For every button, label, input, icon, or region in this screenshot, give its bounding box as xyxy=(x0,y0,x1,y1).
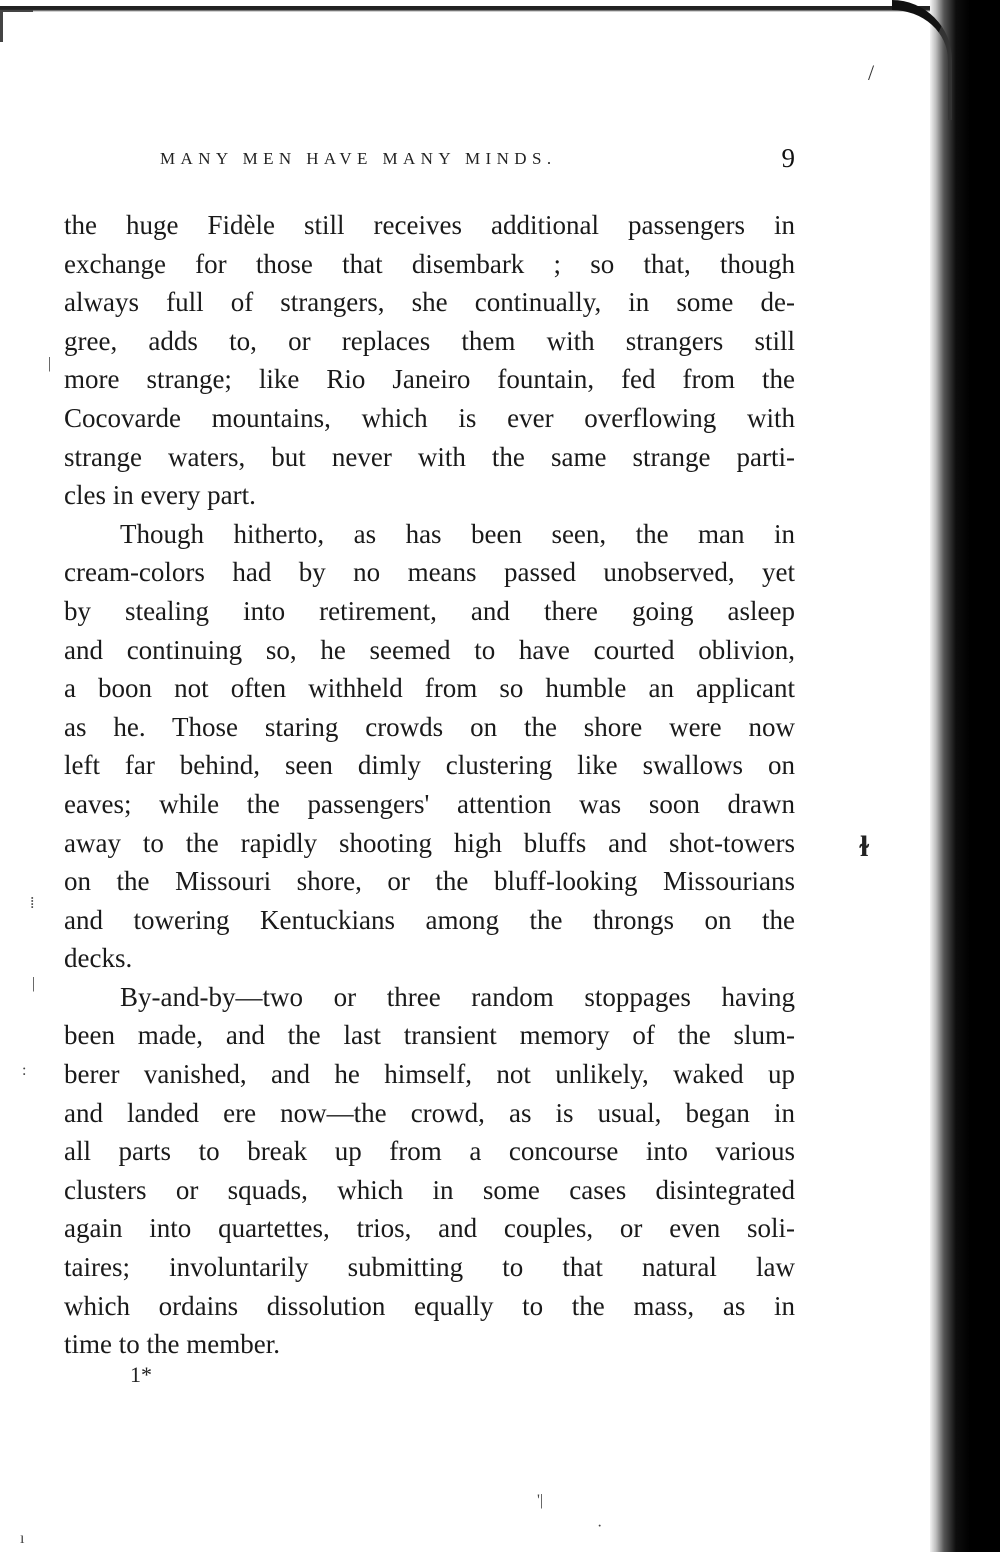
text-line: exchange for those that disembark ; so that, though xyxy=(64,248,795,279)
text-line: always full of strangers, she continually, in some de- xyxy=(64,287,795,318)
text-line: as he. Those staring crowds on the shore were now xyxy=(64,711,795,742)
text-line: and continuing so, he seemed to have courted oblivion, xyxy=(64,634,795,665)
text-line: taires; involuntarily submitting to that natural law xyxy=(64,1252,795,1283)
paragraph-start-line: Though hitherto, as has been seen, the man in xyxy=(120,518,795,549)
text-line: and towering Kentuckians among the throngs on the xyxy=(64,904,795,935)
margin-stroke-mark: / xyxy=(868,60,875,85)
text-line: cles in every part. xyxy=(64,480,256,511)
text-line: cream-colors had by no means passed unobserved, yet xyxy=(64,557,795,588)
text-line: more strange; like Rio Janeiro fountain, fed from the xyxy=(64,364,795,395)
text-line: away to the rapidly shooting high bluffs and shot-towers xyxy=(64,827,795,858)
text-line: gree, adds to, or replaces them with strangers still xyxy=(64,325,795,356)
scan-top-edge xyxy=(0,6,930,12)
page-number: 9 xyxy=(781,143,795,173)
text-line: strange waters, but never with the same strange parti- xyxy=(64,441,795,472)
margin-speck: | xyxy=(48,355,52,372)
text-line: berer vanished, and he himself, not unlikely, waked up xyxy=(64,1059,795,1090)
page-gutter-shadow xyxy=(930,0,1000,1552)
text-line: by stealing into retirement, and there going asleep xyxy=(64,595,795,626)
margin-speck: ⁞ xyxy=(30,895,35,912)
text-line: clusters or squads, which in some cases disintegrated xyxy=(64,1174,795,1205)
text-line: eaves; while the passengers' attention was soon drawn xyxy=(64,788,795,819)
text-line: decks. xyxy=(64,943,133,974)
text-line: Cocovarde mountains, which is ever overflowing with xyxy=(64,402,795,433)
text-line: time to the member. xyxy=(64,1329,280,1360)
margin-speck: | xyxy=(32,975,36,992)
signature-mark: 1* xyxy=(130,1362,152,1387)
body-text xyxy=(64,206,795,1364)
margin-speck: ı xyxy=(20,1530,25,1547)
margin-speck: '| xyxy=(537,1492,544,1509)
running-header xyxy=(160,145,795,175)
text-line: been made, and the last transient memory of the slum- xyxy=(64,1020,795,1051)
margin-speck: · xyxy=(597,1518,603,1535)
scan-corner-mark xyxy=(0,10,33,42)
paragraph-start-line: By-and-by—two or three random stoppages having xyxy=(120,981,795,1012)
text-line: a boon not often withheld from so humble an applicant xyxy=(64,673,795,704)
text-line: and landed ere now—the crowd, as is usual, began in xyxy=(64,1097,795,1128)
text-line: on the Missouri shore, or the bluff-looking Missourians xyxy=(64,866,795,897)
text-line: the huge Fidèle still receives additional passengers in xyxy=(64,210,795,240)
running-title: MANY MEN HAVE MANY MINDS. xyxy=(160,149,557,168)
text-line: again into quartettes, trios, and couples, or even soli- xyxy=(64,1213,795,1244)
text-line: left far behind, seen dimly clustering like swallows on xyxy=(64,750,795,781)
text-line: which ordains dissolution equally to the mass, as in xyxy=(64,1290,795,1321)
text-line: all parts to break up from a concourse into various xyxy=(64,1136,795,1167)
margin-pencil-mark: ɫ xyxy=(860,830,869,863)
margin-speck: : xyxy=(22,1062,27,1079)
